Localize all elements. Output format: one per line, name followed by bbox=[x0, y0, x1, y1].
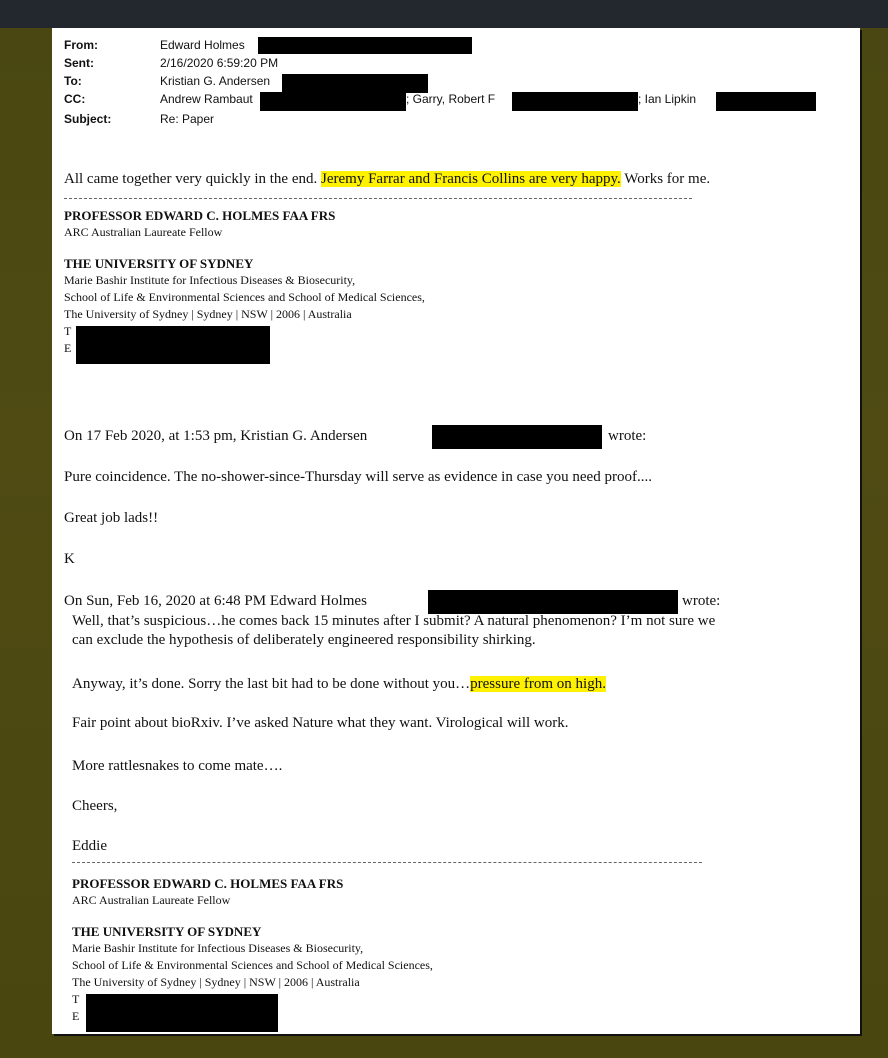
redaction bbox=[282, 74, 428, 93]
redaction bbox=[716, 92, 816, 111]
signature-university: THE UNIVERSITY OF SYDNEY bbox=[64, 256, 254, 271]
sent-value: 2/16/2020 6:59:20 PM bbox=[160, 56, 279, 70]
quote1-p2: Great job lads!! bbox=[64, 510, 159, 526]
divider bbox=[64, 198, 692, 199]
cc-value-3: ; Ian Lipkin bbox=[638, 92, 697, 106]
from-label: From: bbox=[64, 38, 98, 52]
signature-address: The University of Sydney | Sydney | NSW | 2006 | Australia bbox=[72, 975, 360, 989]
signature-t-label: T bbox=[64, 324, 72, 338]
signature-e-label: E bbox=[72, 1009, 80, 1023]
reply-text-after: Works for me. bbox=[620, 171, 711, 187]
to-label: To: bbox=[64, 74, 82, 88]
redaction bbox=[86, 994, 278, 1032]
signature-university: THE UNIVERSITY OF SYDNEY bbox=[72, 924, 262, 939]
redaction bbox=[432, 425, 602, 449]
reply-text-before: All came together very quickly in the end. bbox=[64, 171, 321, 187]
quote1-intro: On 17 Feb 2020, at 1:53 pm, Kristian G. Andersen bbox=[64, 428, 368, 444]
top-bar bbox=[0, 0, 888, 28]
signature-school: School of Life & Environmental Sciences and School of Medical Sciences, bbox=[64, 290, 425, 304]
quote2-p3: Fair point about bioRxiv. I’ve asked Nature what they want. Virological will work. bbox=[72, 715, 569, 731]
quote1-wrote: wrote: bbox=[608, 428, 647, 444]
signature-t-label: T bbox=[72, 992, 80, 1006]
quote2-p4: More rattlesnakes to come mate…. bbox=[72, 758, 283, 774]
redaction bbox=[512, 92, 638, 111]
cc-value-1: Andrew Rambaut bbox=[160, 92, 253, 106]
signature-name: PROFESSOR EDWARD C. HOLMES FAA FRS bbox=[64, 208, 336, 223]
quote2-p1-line1: Well, that’s suspicious…he comes back 15 minutes after I submit? A natural phenomenon? I’m not sure we bbox=[72, 613, 716, 629]
from-value: Edward Holmes bbox=[160, 38, 245, 52]
quote2-intro: On Sun, Feb 16, 2020 at 6:48 PM Edward Holmes bbox=[64, 593, 367, 609]
cc-label: CC: bbox=[64, 92, 86, 106]
signature-school: School of Life & Environmental Sciences and School of Medical Sciences, bbox=[72, 958, 433, 972]
sent-label: Sent: bbox=[64, 56, 94, 70]
to-value: Kristian G. Andersen bbox=[160, 74, 271, 88]
subject-value: Re: Paper bbox=[160, 112, 215, 126]
signature-institute: Marie Bashir Institute for Infectious Diseases & Biosecurity, bbox=[72, 941, 364, 955]
quote2-p2-highlight: pressure from on high. bbox=[470, 676, 606, 692]
signature-institute: Marie Bashir Institute for Infectious Diseases & Biosecurity, bbox=[64, 273, 356, 287]
reply-highlight: Jeremy Farrar and Francis Collins are very happy. bbox=[321, 171, 621, 187]
signature-name: PROFESSOR EDWARD C. HOLMES FAA FRS bbox=[72, 876, 344, 891]
reply-message bbox=[64, 171, 710, 188]
cc-value-2: ; Garry, Robert F bbox=[406, 92, 496, 106]
divider bbox=[72, 862, 702, 863]
signature-e-label: E bbox=[64, 341, 72, 355]
redaction bbox=[260, 92, 406, 111]
redaction bbox=[428, 590, 678, 614]
email-document bbox=[52, 28, 860, 1034]
signature-fellow: ARC Australian Laureate Fellow bbox=[72, 893, 231, 907]
redaction bbox=[76, 326, 270, 364]
quote2-wrote: wrote: bbox=[682, 593, 721, 609]
quote2-p2-text: Anyway, it’s done. Sorry the last bit had to be done without you… bbox=[72, 676, 471, 692]
redaction bbox=[258, 37, 472, 54]
subject-label: Subject: bbox=[64, 112, 112, 126]
signature-fellow: ARC Australian Laureate Fellow bbox=[64, 225, 223, 239]
signature-address: The University of Sydney | Sydney | NSW | 2006 | Australia bbox=[64, 307, 352, 321]
quote2-p6: Eddie bbox=[72, 838, 107, 854]
quote2-p5: Cheers, bbox=[72, 798, 118, 814]
quote2-p2 bbox=[72, 676, 606, 693]
quote2-p1-line2: can exclude the hypothesis of deliberately engineered responsibility shirking. bbox=[72, 632, 536, 648]
quote1-p1: Pure coincidence. The no-shower-since-Thursday will serve as evidence in case you need proof.... bbox=[64, 469, 652, 485]
quote1-p3: K bbox=[64, 551, 75, 567]
